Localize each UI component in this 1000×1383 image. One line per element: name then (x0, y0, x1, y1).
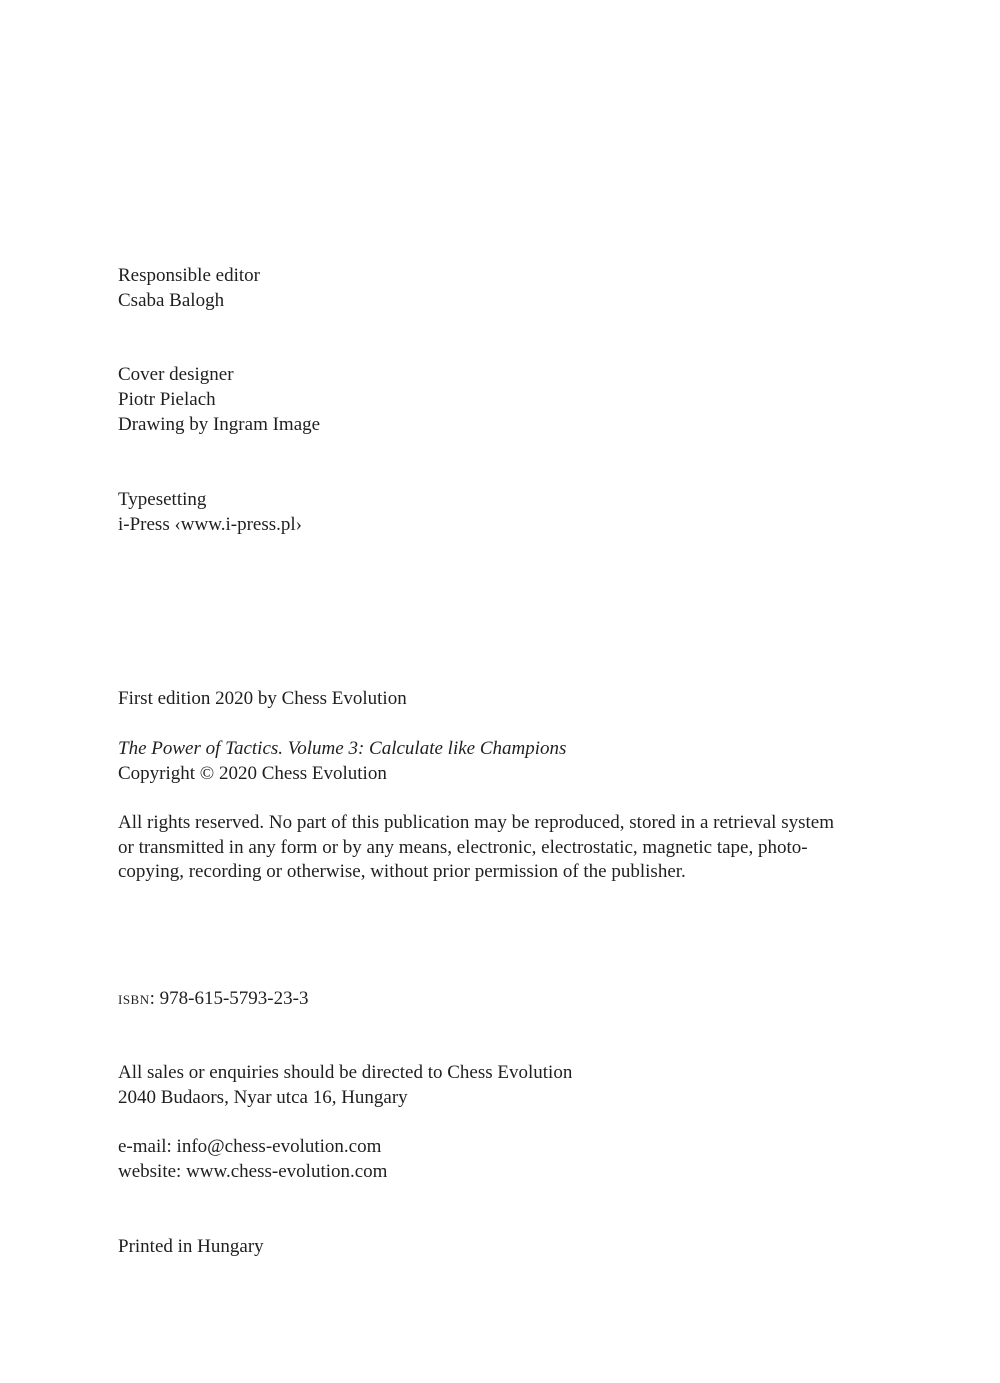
rights-line: or transmitted in any form or by any means, electronic, electrostatic, magnetic tape, photo- (118, 836, 808, 858)
isbn-value: : 978-615-5793-23-3 (149, 988, 309, 1009)
cover-designer-name: Piotr Pielach (118, 389, 216, 410)
rights-paragraph (118, 811, 888, 885)
first-edition: First edition 2020 by Chess Evolution (118, 688, 407, 709)
typesetting-label: Typesetting (118, 489, 207, 510)
typesetting-value: i-Press ‹www.i-press.pl› (118, 514, 302, 535)
address: 2040 Budaors, Nyar utca 16, Hungary (118, 1087, 408, 1108)
rights-line: copying, recording or otherwise, without prior permission of the publisher. (118, 861, 686, 882)
editor-label: Responsible editor (118, 265, 260, 286)
email: e-mail: info@chess-evolution.com (118, 1136, 382, 1157)
website: website: www.chess-evolution.com (118, 1161, 388, 1182)
isbn-label: isbn (118, 988, 150, 1009)
isbn (118, 986, 308, 1011)
printed-in: Printed in Hungary (118, 1236, 264, 1257)
drawing-credit: Drawing by Ingram Image (118, 414, 321, 435)
editor-name: Csaba Balogh (118, 290, 225, 311)
copyright-notice: Copyright © 2020 Chess Evolution (118, 763, 387, 784)
sales-enquiries: All sales or enquiries should be directed to Chess Evolution (118, 1062, 573, 1083)
rights-line: All rights reserved. No part of this publication may be reproduced, stored in a retrieval system (118, 812, 834, 833)
book-title: The Power of Tactics. Volume 3: Calculate like Champions (118, 738, 567, 759)
cover-designer-label: Cover designer (118, 364, 234, 385)
